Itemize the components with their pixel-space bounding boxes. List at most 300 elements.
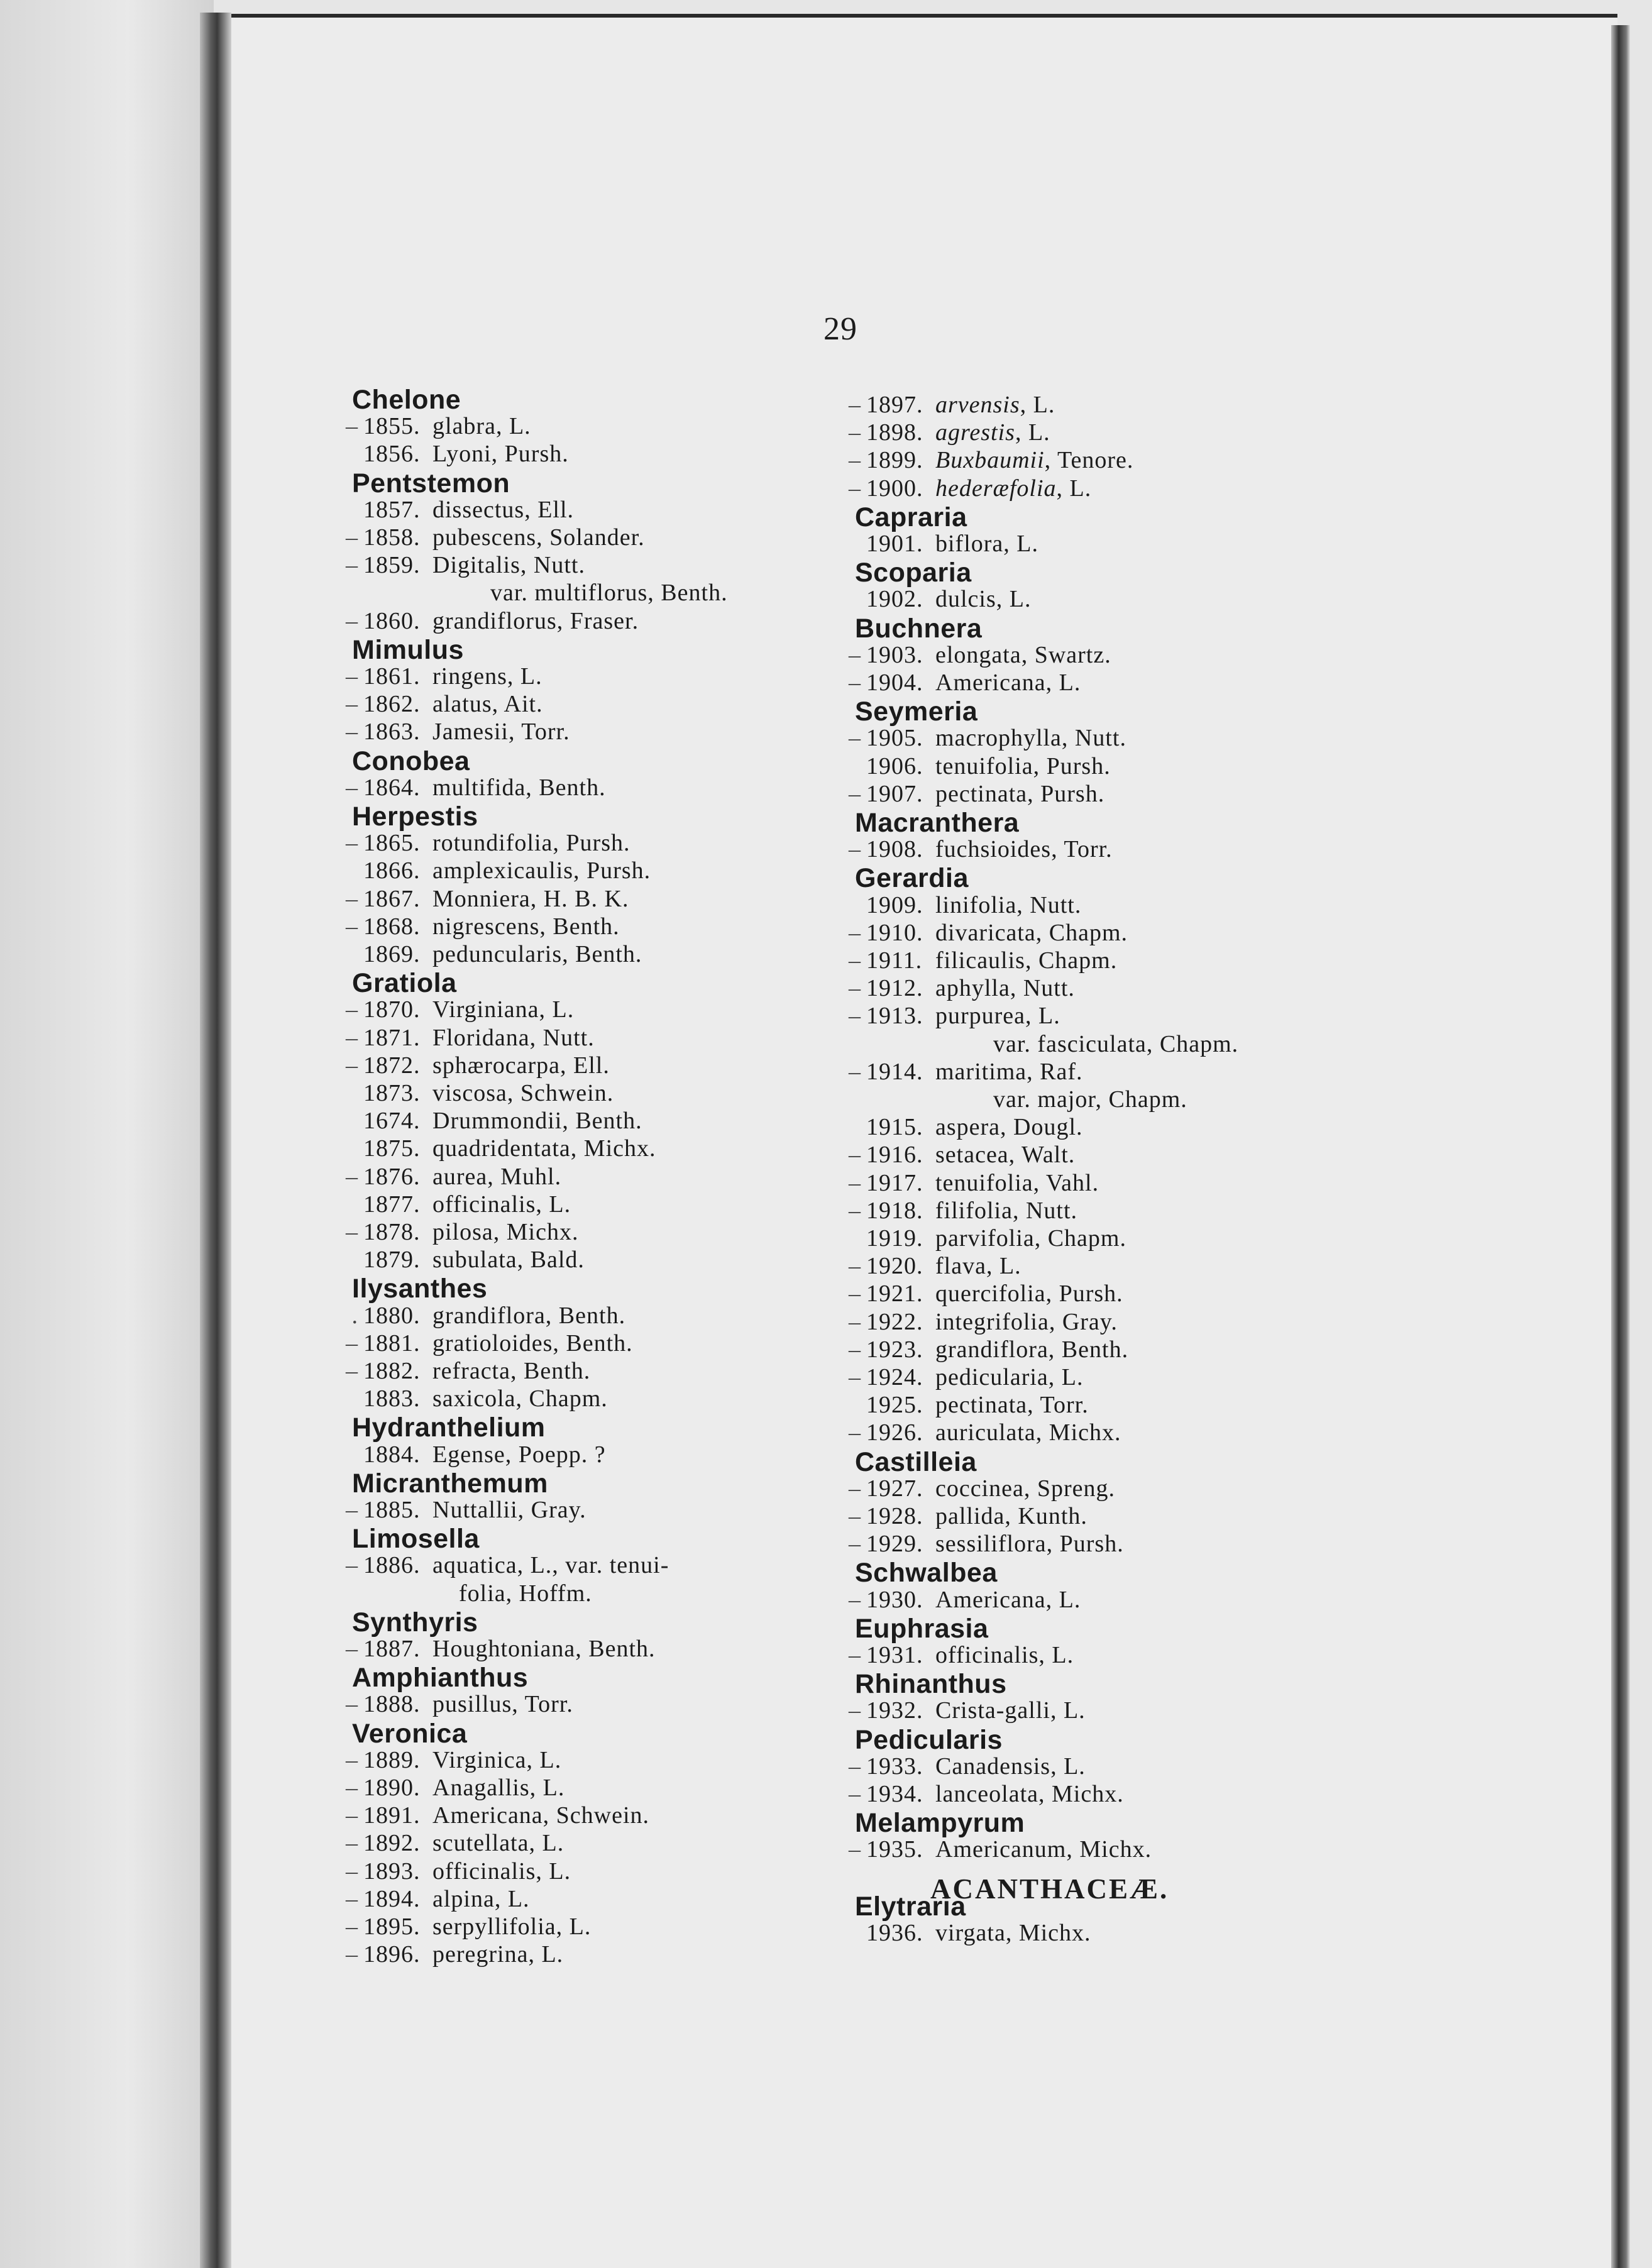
checkmark-dash: –: [346, 1858, 358, 1885]
species-entry: [327, 607, 639, 635]
species-name: biflora, L.: [935, 531, 1039, 557]
species-entry: [327, 1329, 633, 1357]
entry-number: 1919.: [866, 1225, 923, 1252]
species-entry: [830, 835, 1113, 863]
checkmark-dash: –: [346, 413, 358, 440]
entry-number: 1910.: [866, 919, 923, 946]
species-entry: [327, 1024, 595, 1052]
checkmark-dash: –: [346, 524, 358, 551]
checkmark-dash: –: [849, 1475, 861, 1502]
entry-number: 1890.: [363, 1775, 421, 1801]
entry-number: 1930.: [866, 1586, 923, 1613]
checkmark-dash: –: [346, 663, 358, 690]
species-entry: [830, 1641, 1074, 1669]
species-name: serpyllifolia, L.: [432, 1913, 592, 1940]
species-name: setacea, Walt.: [935, 1142, 1076, 1169]
entry-number: 1924.: [866, 1364, 923, 1390]
species-entry: [830, 1197, 1077, 1225]
genus-heading: Euphrasia: [855, 1613, 989, 1644]
species-entry: [327, 1302, 625, 1329]
entry-number: 1857.: [363, 496, 421, 523]
species-name: refracta, Benth.: [432, 1358, 591, 1384]
checkmark-dash: –: [849, 836, 861, 863]
entry-number: 1885.: [363, 1497, 421, 1523]
checkmark-dash: –: [346, 1052, 358, 1079]
species-name: divaricata, Chapm.: [935, 919, 1128, 946]
species-name: macrophylla, Nutt.: [935, 725, 1126, 752]
species-name: aurea, Muhl.: [432, 1163, 562, 1190]
checkmark-dash: –: [849, 1586, 861, 1613]
species-name: maritima, Raf.: [935, 1058, 1083, 1085]
species-entry: [830, 475, 1091, 502]
checkmark-dash: –: [346, 1552, 358, 1579]
entry-number: 1911.: [866, 947, 923, 974]
entry-number: 1933.: [866, 1753, 923, 1780]
checkmark-dash: –: [849, 419, 861, 446]
species-entry: [327, 718, 570, 746]
species-entry: [830, 974, 1075, 1002]
entry-number: 1882.: [363, 1358, 421, 1384]
entry-number: 1921.: [866, 1280, 923, 1307]
checkmark-dash: –: [849, 780, 861, 807]
family-heading: ACANTHACEÆ.: [930, 1873, 1169, 1905]
species-entry: [327, 1496, 586, 1524]
entry-number: 1898.: [866, 419, 923, 446]
species-entry: [327, 1635, 656, 1663]
checkmark-dash: .: [351, 1302, 358, 1329]
species-entry: [830, 1502, 1088, 1530]
entry-number: 1863.: [363, 718, 421, 746]
checkmark-dash: –: [849, 1642, 861, 1668]
species-name: pallida, Kunth.: [935, 1503, 1088, 1529]
species-entry: [327, 1163, 561, 1191]
species-name: alatus, Ait.: [432, 691, 543, 718]
species-entry: [327, 1135, 656, 1162]
entry-number: 1865.: [363, 830, 421, 857]
entry-number: 1881.: [363, 1329, 421, 1357]
species-name: Americana, L.: [935, 669, 1081, 696]
species-name: elongata, Swartz.: [935, 641, 1111, 668]
species-name: pedicularia, L.: [935, 1364, 1084, 1390]
species-name: Digitalis, Nutt.: [432, 552, 585, 579]
species-entry: [327, 1052, 610, 1079]
species-name: virgata, Michx.: [935, 1920, 1091, 1946]
species-entry: [830, 1225, 1126, 1252]
species-entry: [327, 996, 574, 1023]
entry-number: 1899.: [866, 447, 923, 474]
checkmark-dash: –: [849, 1697, 861, 1724]
entry-number: 1860.: [363, 607, 421, 634]
species-entry: [327, 496, 574, 524]
species-name: flava, L.: [935, 1253, 1021, 1280]
checkmark-dash: –: [849, 1753, 861, 1780]
checkmark-dash: –: [346, 774, 358, 801]
entry-number: 1858.: [363, 524, 421, 551]
entry-number: 1916.: [866, 1142, 923, 1169]
entry-number: 1887.: [363, 1636, 421, 1662]
checkmark-dash: –: [849, 1280, 861, 1307]
species-entry: [327, 913, 620, 940]
checkmark-dash: –: [849, 475, 861, 502]
species-entry: [327, 1441, 606, 1468]
species-entry: [327, 829, 630, 857]
species-entry: [830, 1753, 1086, 1780]
species-entry: [830, 1363, 1084, 1391]
checkmark-dash: –: [849, 1836, 861, 1863]
checkmark-dash: –: [346, 552, 358, 579]
species-name: Americana, L.: [935, 1586, 1081, 1613]
checkmark-dash: –: [346, 1913, 358, 1940]
checkmark-dash: –: [849, 975, 861, 1002]
checkmark-dash: –: [849, 447, 861, 474]
entry-number: 1904.: [866, 669, 923, 696]
entry-number: 1918.: [866, 1197, 923, 1224]
genus-heading: Seymeria: [855, 696, 978, 727]
entry-number: 1891.: [363, 1802, 421, 1829]
checkmark-dash: –: [346, 913, 358, 940]
species-entry: [830, 1419, 1121, 1446]
entry-number: 1855.: [363, 413, 421, 440]
species-name: pubescens, Solander.: [432, 524, 645, 551]
entry-number: 1929.: [866, 1531, 923, 1558]
species-entry: [830, 1780, 1124, 1808]
book-gutter: [200, 13, 231, 2268]
entry-number: 1894.: [363, 1885, 421, 1912]
species-name: coccinea, Spreng.: [935, 1475, 1116, 1502]
species-name: dulcis, L.: [935, 586, 1032, 613]
species-name: scutellata, L.: [432, 1830, 564, 1857]
species-entry: [327, 1829, 564, 1857]
genus-heading: Elytraria: [855, 1891, 966, 1922]
page-edge-shadow: [1611, 25, 1630, 2268]
entry-number: 1927.: [866, 1475, 923, 1502]
species-entry: [327, 1746, 561, 1774]
species-name: linifolia, Nutt.: [935, 891, 1082, 918]
checkmark-dash: –: [849, 1253, 861, 1280]
species-entry: [327, 857, 651, 884]
species-name: auriculata, Michx.: [935, 1419, 1121, 1446]
entry-number: 1873.: [363, 1080, 421, 1106]
checkmark-dash: –: [849, 1003, 861, 1030]
checkmark-dash: –: [849, 392, 861, 418]
species-entry: [327, 1940, 563, 1968]
species-entry: [830, 1919, 1091, 1947]
checkmark-dash: –: [346, 996, 358, 1023]
species-entry: [327, 440, 569, 468]
genus-heading: Melampyrum: [855, 1808, 1025, 1839]
entry-number: 1878.: [363, 1219, 421, 1245]
checkmark-dash: –: [849, 1308, 861, 1335]
entry-number: 1903.: [866, 641, 923, 668]
entry-number: 1880.: [363, 1302, 421, 1329]
entry-number: 1920.: [866, 1253, 923, 1280]
checkmark-dash: –: [346, 1885, 358, 1912]
entry-number: 1674.: [363, 1108, 421, 1135]
genus-heading: Castilleia: [855, 1446, 977, 1477]
checkmark-dash: –: [346, 718, 358, 746]
entry-number: 1936.: [866, 1920, 923, 1946]
checkmark-dash: –: [346, 1358, 358, 1384]
species-entry: [327, 1802, 649, 1829]
entry-number: 1869.: [363, 941, 421, 967]
entry-number: 1908.: [866, 836, 923, 863]
genus-heading: Pedicularis: [855, 1724, 1003, 1755]
entry-number: 1856.: [363, 441, 421, 468]
species-name: officinalis, L.: [432, 1191, 571, 1218]
checkmark-dash: –: [849, 1364, 861, 1390]
entry-number: 1907.: [866, 780, 923, 807]
entry-number: 1931.: [866, 1642, 923, 1668]
species-entry: [327, 690, 543, 718]
species-entry: [830, 1336, 1128, 1363]
species-entry: [830, 669, 1081, 696]
species-name: grandiflora, Benth.: [935, 1336, 1129, 1363]
entry-number: 1859.: [363, 552, 421, 579]
species-name: Virginica, L.: [432, 1746, 562, 1773]
species-name: hederæfolia, L.: [935, 475, 1092, 502]
species-name: tenuifolia, Pursh.: [935, 752, 1111, 779]
species-name: Buxbaumii, Tenore.: [935, 447, 1134, 474]
species-name: Americana, Schwein.: [432, 1802, 650, 1829]
species-name: pectinata, Pursh.: [935, 780, 1105, 807]
species-name: quercifolia, Pursh.: [935, 1280, 1123, 1307]
species-name: agrestis, L.: [935, 419, 1050, 446]
species-name: officinalis, L.: [432, 1858, 571, 1885]
species-entry: [327, 885, 629, 913]
entry-number: 1883.: [363, 1385, 421, 1412]
checkmark-dash: –: [849, 1419, 861, 1446]
species-name: grandiflora, Benth.: [432, 1302, 626, 1329]
entry-number: 1896.: [363, 1941, 421, 1968]
species-entry: [830, 919, 1128, 947]
checkmark-dash: –: [346, 1024, 358, 1051]
species-entry: [830, 1141, 1075, 1169]
species-entry: [327, 1218, 578, 1246]
page-number: 29: [823, 311, 857, 347]
species-entry: [327, 551, 585, 579]
checkmark-dash: –: [346, 1746, 358, 1773]
species-entry: [327, 1913, 591, 1940]
checkmark-dash: –: [849, 1197, 861, 1224]
species-name: grandiflorus, Fraser.: [432, 607, 639, 634]
species-entry: [830, 641, 1111, 669]
species-name: alpina, L.: [432, 1885, 530, 1912]
entry-number: 1900.: [866, 475, 923, 502]
species-entry: [830, 391, 1055, 419]
species-name: rotundifolia, Pursh.: [432, 830, 631, 857]
facing-page-edge: [0, 0, 214, 2268]
species-name: saxicola, Chapm.: [432, 1385, 608, 1412]
entry-number: 1884.: [363, 1441, 421, 1468]
species-name: purpurea, L.: [935, 1003, 1060, 1030]
entry-number: 1906.: [866, 752, 923, 779]
entry-number: 1925.: [866, 1392, 923, 1419]
species-name: Drummondii, Benth.: [432, 1108, 642, 1135]
species-name: subulata, Bald.: [432, 1247, 585, 1274]
entry-number: 1912.: [866, 975, 923, 1002]
species-name: dissectus, Ell.: [432, 496, 575, 523]
species-name: arvensis, L.: [935, 392, 1055, 418]
species-name: lanceolata, Michx.: [935, 1781, 1124, 1807]
entry-number: 1861.: [363, 663, 421, 690]
entry-number: 1893.: [363, 1858, 421, 1885]
checkmark-dash: –: [849, 669, 861, 696]
entry-number: 1876.: [363, 1163, 421, 1190]
species-entry: [327, 774, 606, 801]
species-entry: [830, 1391, 1089, 1419]
checkmark-dash: –: [346, 1691, 358, 1718]
entry-number: 1862.: [363, 691, 421, 718]
genus-heading: Schwalbea: [855, 1558, 998, 1588]
checkmark-dash: –: [346, 1775, 358, 1801]
checkmark-dash: –: [849, 1058, 861, 1085]
species-name: parvifolia, Chapm.: [935, 1225, 1126, 1252]
genus-heading: Veronica: [352, 1718, 468, 1749]
entry-continuation: folia, Hoffm.: [459, 1580, 592, 1607]
genus-heading: Macranthera: [855, 808, 1020, 838]
checkmark-dash: –: [346, 1329, 358, 1357]
checkmark-dash: –: [346, 1163, 358, 1190]
species-name: fuchsioides, Torr.: [935, 836, 1113, 863]
species-entry: [327, 1551, 669, 1579]
genus-heading: Capraria: [855, 502, 967, 532]
species-entry: [327, 1690, 573, 1718]
species-entry: [830, 1530, 1124, 1558]
species-name: quadridentata, Michx.: [432, 1135, 656, 1162]
entry-number: 1866.: [363, 857, 421, 884]
entry-number: 1922.: [866, 1308, 923, 1335]
entry-number: 1905.: [866, 725, 923, 752]
genus-heading: Mimulus: [352, 634, 464, 665]
species-name: aspera, Dougl.: [935, 1114, 1083, 1141]
checkmark-dash: –: [849, 641, 861, 668]
checkmark-dash: –: [849, 725, 861, 752]
species-name: Americanum, Michx.: [935, 1836, 1152, 1863]
species-entry: [830, 1113, 1083, 1141]
genus-heading: Ilysanthes: [352, 1274, 488, 1304]
species-name: Floridana, Nutt.: [432, 1024, 595, 1051]
checkmark-dash: –: [849, 1336, 861, 1363]
species-entry: [830, 1475, 1115, 1502]
genus-heading: Gratiola: [352, 968, 457, 999]
species-name: Jamesii, Torr.: [432, 718, 570, 746]
species-entry: [327, 1885, 530, 1913]
species-name: ringens, L.: [432, 663, 542, 690]
entry-number: 1870.: [363, 996, 421, 1023]
species-entry: [327, 663, 542, 690]
species-entry: [830, 1002, 1060, 1030]
species-entry: [327, 1858, 571, 1885]
species-name: integrifolia, Gray.: [935, 1308, 1118, 1335]
species-entry: [830, 1697, 1086, 1724]
genus-heading: Rhinanthus: [855, 1669, 1007, 1700]
species-entry: [830, 446, 1133, 474]
species-entry: [830, 1586, 1081, 1614]
checkmark-dash: –: [346, 1497, 358, 1523]
genus-heading: Gerardia: [855, 863, 969, 894]
species-entry: [830, 585, 1031, 613]
entry-number: 1886.: [363, 1552, 421, 1579]
species-name: Houghtoniana, Benth.: [432, 1636, 656, 1662]
entry-number: 1889.: [363, 1746, 421, 1773]
entry-number: 1923.: [866, 1336, 923, 1363]
checkmark-dash: –: [849, 947, 861, 974]
species-name: aquatica, L., var. tenui-: [432, 1552, 669, 1579]
species-name: Virginiana, L.: [432, 996, 575, 1023]
species-entry: [830, 947, 1117, 974]
species-entry: [327, 1385, 608, 1412]
species-name: sphærocarpa, Ell.: [432, 1052, 610, 1079]
genus-heading: Hydranthelium: [352, 1412, 546, 1443]
species-name: aphylla, Nutt.: [935, 975, 1075, 1002]
entry-number: 1926.: [866, 1419, 923, 1446]
entry-number: 1909.: [866, 891, 923, 918]
checkmark-dash: –: [849, 1169, 861, 1196]
entry-number: 1913.: [866, 1003, 923, 1030]
checkmark-dash: –: [346, 1802, 358, 1829]
species-entry: [830, 752, 1111, 780]
species-entry: [830, 1308, 1118, 1336]
entry-number: 1868.: [363, 913, 421, 940]
species-name: Anagallis, L.: [432, 1775, 565, 1801]
entry-number: 1864.: [363, 774, 421, 801]
entry-number: 1879.: [363, 1247, 421, 1274]
genus-heading: Scoparia: [855, 558, 972, 588]
species-entry: [830, 1252, 1021, 1280]
species-entry: [327, 1246, 585, 1274]
entry-number: 1934.: [866, 1781, 923, 1807]
genus-heading: Micranthemum: [352, 1468, 548, 1499]
species-name: Lyoni, Pursh.: [432, 441, 569, 468]
entry-number: 1935.: [866, 1836, 923, 1863]
entry-number: 1932.: [866, 1697, 923, 1724]
species-entry: [830, 1058, 1083, 1086]
entry-number: 1888.: [363, 1691, 421, 1718]
species-name: glabra, L.: [432, 413, 531, 440]
checkmark-dash: –: [849, 1142, 861, 1169]
checkmark-dash: –: [346, 1941, 358, 1968]
checkmark-dash: –: [849, 1503, 861, 1529]
species-name: pectinata, Torr.: [935, 1392, 1089, 1419]
entry-number: 1901.: [866, 531, 923, 557]
species-name: filicaulis, Chapm.: [935, 947, 1118, 974]
species-entry: [830, 891, 1081, 919]
species-entry: [327, 1079, 614, 1107]
checkmark-dash: –: [849, 1781, 861, 1807]
genus-heading: Amphianthus: [352, 1663, 529, 1693]
species-entry: [830, 1169, 1099, 1197]
entry-continuation: var. major, Chapm.: [993, 1086, 1187, 1113]
species-name: amplexicaulis, Pursh.: [432, 857, 651, 884]
species-name: Monniera, H. B. K.: [432, 885, 629, 912]
genus-heading: Herpestis: [352, 801, 478, 832]
species-name: officinalis, L.: [935, 1642, 1074, 1668]
species-entry: [830, 530, 1038, 558]
species-entry: [327, 412, 531, 440]
entry-number: 1915.: [866, 1114, 923, 1141]
entry-number: 1872.: [363, 1052, 421, 1079]
entry-number: 1895.: [363, 1913, 421, 1940]
checkmark-dash: –: [849, 919, 861, 946]
species-entry: [327, 524, 645, 551]
species-name: peduncularis, Benth.: [432, 941, 642, 967]
entry-continuation: var. multiflorus, Benth.: [490, 580, 728, 607]
entry-number: 1875.: [363, 1135, 421, 1162]
species-entry: [327, 1107, 642, 1135]
species-name: peregrina, L.: [432, 1941, 564, 1968]
species-entry: [830, 1836, 1152, 1863]
entry-number: 1897.: [866, 392, 923, 418]
